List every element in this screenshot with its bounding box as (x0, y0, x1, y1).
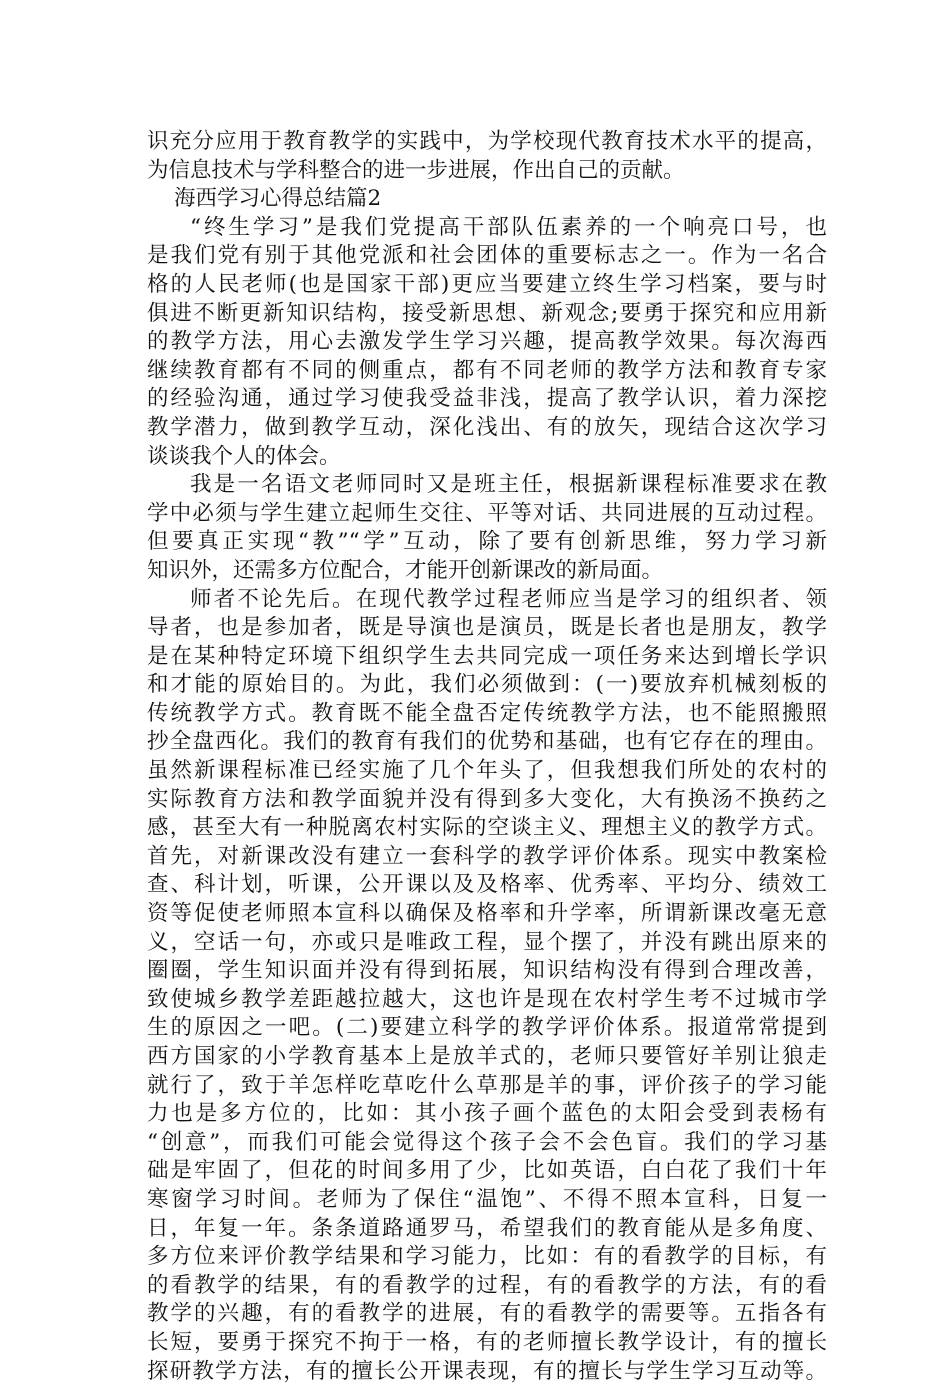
text-line: 首先，对新课改没有建立一套科学的教学评价体系。现实中教案检 (147, 843, 827, 869)
text-line: 学中必须与学生建立起师生交往、平等对话、共同进展的互动过程。 (147, 500, 827, 526)
text-line: 格的人民老师(也是国家干部)更应当要建立终生学习档案，要与时 (147, 271, 827, 297)
text-line: 致使城乡教学差距越拉越大，这也许是现在农村学生考不过城市学 (147, 986, 827, 1012)
text-line: “创意”，而我们可能会觉得这个孩子会不会色盲。我们的学习基 (147, 1129, 827, 1155)
text-line: 寒窗学习时间。老师为了保住“温饱”、不得不照本宣科，日复一 (147, 1186, 827, 1212)
text-line: 多方位来评价教学结果和学习能力，比如：有的看教学的目标，有 (147, 1244, 827, 1270)
text-line: 虽然新课程标准已经实施了几个年头了，但我想我们所处的农村的 (147, 758, 827, 784)
text-line: 抄全盘西化。我们的教育有我们的优势和基础，也有它存在的理由。 (147, 729, 827, 755)
text-line: 但要真正实现“教”“学”互动，除了要有创新思维，努力学习新 (147, 529, 827, 555)
section-heading: 海西学习心得总结篇2 (174, 186, 382, 212)
text-line: 谈谈我个人的体会。 (147, 443, 341, 469)
text-line: 西方国家的小学教育基本上是放羊式的，老师只要管好羊别让狼走 (147, 1044, 827, 1069)
text-line: 和才能的原始目的。为此，我们必须做到：(一)要放弃机械刻板的 (147, 672, 827, 698)
text-line: 感，甚至大有一种脱离农村实际的空谈主义、理想主义的教学方式。 (147, 815, 827, 841)
text-line: 就行了，致于羊怎样吃草吃什么草那是羊的事，评价孩子的学习能 (147, 1072, 827, 1098)
text-line: 传统教学方式。教育既不能全盘否定传统教学方法，也不能照搬照 (147, 700, 827, 726)
text-line: 是我们党有别于其他党派和社会团体的重要标志之一。作为一名合 (147, 243, 827, 269)
text-line: 力也是多方位的，比如：其小孩子画个蓝色的太阳会受到表杨有 (147, 1101, 827, 1127)
text-line: 是在某种特定环境下组织学生去共同完成一项任务来达到增长学识 (147, 643, 827, 669)
text-line: 教学潜力，做到教学互动，深化浅出、有的放矢，现结合这次学习 (147, 414, 827, 440)
text-line: 我是一名语文老师同时又是班主任，根据新课程标准要求在教 (190, 472, 827, 498)
text-line: 义，空话一句，亦或只是唯政工程，显个摆了，并没有跳出原来的 (147, 929, 827, 955)
text-line: 师者不论先后。在现代教学过程老师应当是学习的组织者、领 (190, 586, 827, 612)
text-line: 础是牢固了，但花的时间多用了少，比如英语，白白花了我们十年 (147, 1158, 827, 1184)
text-line: 日，年复一年。条条道路通罗马，希望我们的教育能从是多角度、 (147, 1215, 827, 1241)
text-line: 的经验沟通，通过学习使我受益非浅，提高了教学认识，着力深挖 (147, 386, 827, 412)
text-line: 查、科计划，听课，公开课以及及格率、优秀率、平均分、绩效工 (147, 872, 827, 898)
text-line: 继续教育都有不同的侧重点，都有不同老师的教学方法和教育专家 (147, 357, 827, 383)
text-line: 长短，要勇于探究不拘于一格，有的老师擅长教学设计，有的擅长 (147, 1329, 827, 1355)
text-line: “终生学习”是我们党提高干部队伍素养的一个响亮口号，也 (190, 214, 827, 240)
text-line: 识充分应用于教育教学的实践中，为学校现代教育技术水平的提高， (147, 129, 827, 154)
text-line: 生的原因之一吧。(二)要建立科学的教学评价体系。报道常常提到 (147, 1015, 827, 1041)
text-line: 的教学方法，用心去激发学生学习兴趣，提高教学效果。每次海西 (147, 329, 827, 355)
document-body (147, 128, 827, 1386)
text-line: 导者，也是参加者，既是导演也是演员，既是长者也是朋友，教学 (147, 615, 827, 641)
text-line: 知识外，还需多方位配合，才能开创新课改的新局面。 (147, 557, 664, 583)
text-line: 实际教育方法和教学面貌并没有得到多大变化，大有换汤不换药之 (147, 786, 827, 812)
text-line: 为信息技术与学科整合的进一步进展，作出自己的贡献。 (147, 157, 685, 183)
text-line: 圈圈，学生知识面并没有得到拓展，知识结构没有得到合理改善， (147, 958, 827, 984)
text-line: 资等促使老师照本宣科以确保及格率和升学率，所谓新课改毫无意 (147, 901, 827, 927)
text-line: 的看教学的结果，有的看教学的过程，有的看教学的方法，有的看 (147, 1272, 827, 1298)
text-line: 教学的兴趣，有的看教学的进展，有的看教学的需要等。五指各有 (147, 1301, 827, 1327)
text-line: 探研教学方法，有的擅长公开课表现，有的擅长与学生学习互动等。 (147, 1358, 827, 1384)
text-line: 俱进不断更新知识结构，接受新思想、新观念;要勇于探究和应用新 (147, 300, 827, 326)
